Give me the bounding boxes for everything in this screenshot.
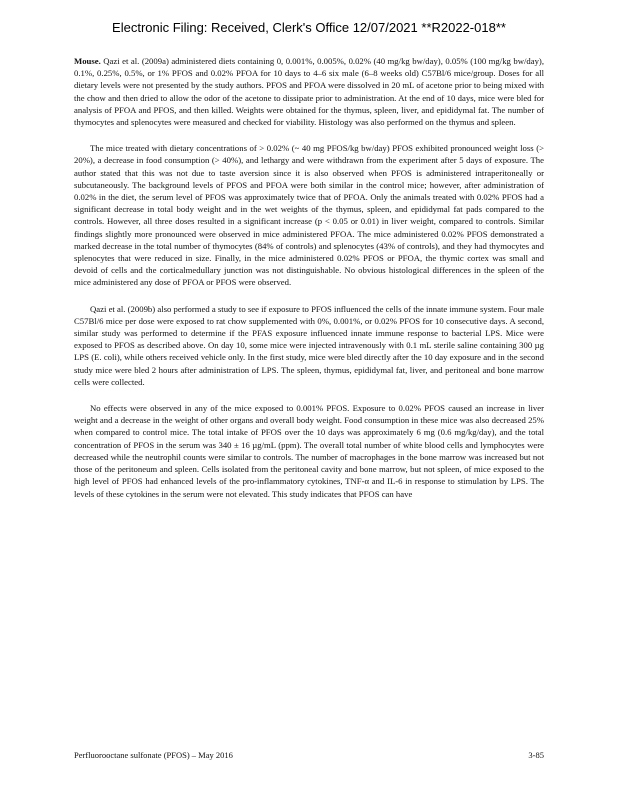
paragraph-text: The mice treated with dietary concentrations of > 0.02% (~ 40 mg PFOS/kg bw/day) PFOS exhibited pronounced weight loss (> 20%), a decrease in food consumption (> 40%), and lethargy and were withdrawn from the experiment after 5 days of exposure. The author stated that this was not due to taste aversion since it is also observed when PFOS is administered intraperitoneally or subcutaneously. The background levels of PFOS and PFOA were both similar in the control mice; however, after administration of 0.02% in the diet, the serum level of PFOS was approximately twice that of PFOA. Only the animals treated with 0.02% PFOS had a significant decrease in total body weight and in the wet weights of the thymus, spleen, and epididymal fat pads compared to the controls. However, all three doses resulted in a significant increase (p < 0.05 or 0.01) in liver weight, compared to controls. Similar findings slightly more pronounced were observed in mice administered PFOA. The mice administered 0.02% PFOS demonstrated a marked decrease in the total number of thymocytes (84% of controls) and splenocytes (43% of controls), and they had thymocytes and splenocytes that were reduced in size. Finally, in the mice administered 0.02% PFOS or PFOA, the thymic cortex was small and devoid of cells and the corticalmedullary junction was not distinguishable. No obvious histological differences in the spleen of the mice administered any dose of PFOA or PFOS were observed. xyxy=(74,143,544,288)
paragraph-text: Qazi et al. (2009a) administered diets containing 0, 0.001%, 0.005%, 0.02% (40 mg/kg bw/day), 0.05% (100 mg/kg bw/day), 0.1%, 0.25%, 0.5%, or 1% PFOS and 0.02% PFOA for 10 days to 4–6 six male (6–8 weeks old) C57Bl/6 mice/group. Doses for all dietary levels were not presented by the study authors. PFOS and PFOA were dissolved in 20 mL of acetone prior to being mixed with the chow and then dried to allow the odor of the acetone to dissipate prior to administration. At the end of 10 days, mice were bled for analysis of PFOA and PFOS, and then killed. Weights were obtained for the thymus, spleen, liver, and epididymal fat. The number of thymocytes and splenocytes were measured and checked for viability. Histology was also performed on the thymus and spleen. xyxy=(74,56,544,128)
paragraph-exposure-effects xyxy=(74,402,544,500)
paragraph-text: No effects were observed in any of the mice exposed to 0.001% PFOS. Exposure to 0.02% PFOS caused an increase in liver weight and a decrease in the weight of other organs and overall body weight. Food consumption in these mice was also decreased 25% when compared to control mice. The total intake of PFOS over the 10 days was approximately 6 mg (0.6 mg/kg/day), and the total concentration of PFOS in the serum was 340 ± 16 µg/mL (ppm). The overall total number of white blood cells and lymphocytes were decreased while the neutrophil counts were similar to controls. The number of macrophages in the bone marrow was increased but not those of the peritoneum and spleen. Cells isolated from the peritoneal cavity and bone marrow, but not spleen, of mice exposed to the high level of PFOS had enhanced levels of the pro-inflammatory cytokines, TNF-α and IL-6 in response to stimulation by LPS. The levels of these cytokines in the serum were not elevated. This study indicates that PFOS can have xyxy=(74,403,544,499)
filing-stamp-header: Electronic Filing: Received, Clerk's Office 12/07/2021 **R2022-018** xyxy=(112,20,506,35)
paragraph-innate-immune-study xyxy=(74,303,544,388)
paragraph-mouse-study xyxy=(74,55,544,128)
footer-page-number: 3-85 xyxy=(528,750,544,760)
document-body xyxy=(74,55,544,514)
paragraph-lead-label: Mouse. xyxy=(74,56,101,66)
footer-document-title: Perfluorooctane sulfonate (PFOS) – May 2016 xyxy=(74,750,233,760)
paragraph-text: Qazi et al. (2009b) also performed a study to see if exposure to PFOS influenced the cells of the innate immune system. Four male C57Bl/6 mice per dose were exposed to rat chow supplemented with 0%, 0.001%, or 0.02% PFOS for 10 consecutive days. A second, similar study was performed to determine if the PFAS exposure influenced innate immune response to bacterial LPS. Mice were exposed to PFOS as described above. On day 10, some mice were injected intravenously with 0.1 mL sterile saline containing 300 µg LPS (E. coli), while others received vehicle only. In the first study, mice were bled directly after the 10 day exposure and in the second study mice were bled 2 hours after administration of LPS. The spleen, thymus, epididymal fat, liver, and peritoneal and bone marrow cells were collected. xyxy=(74,303,544,387)
paragraph-dietary-results xyxy=(74,142,544,288)
